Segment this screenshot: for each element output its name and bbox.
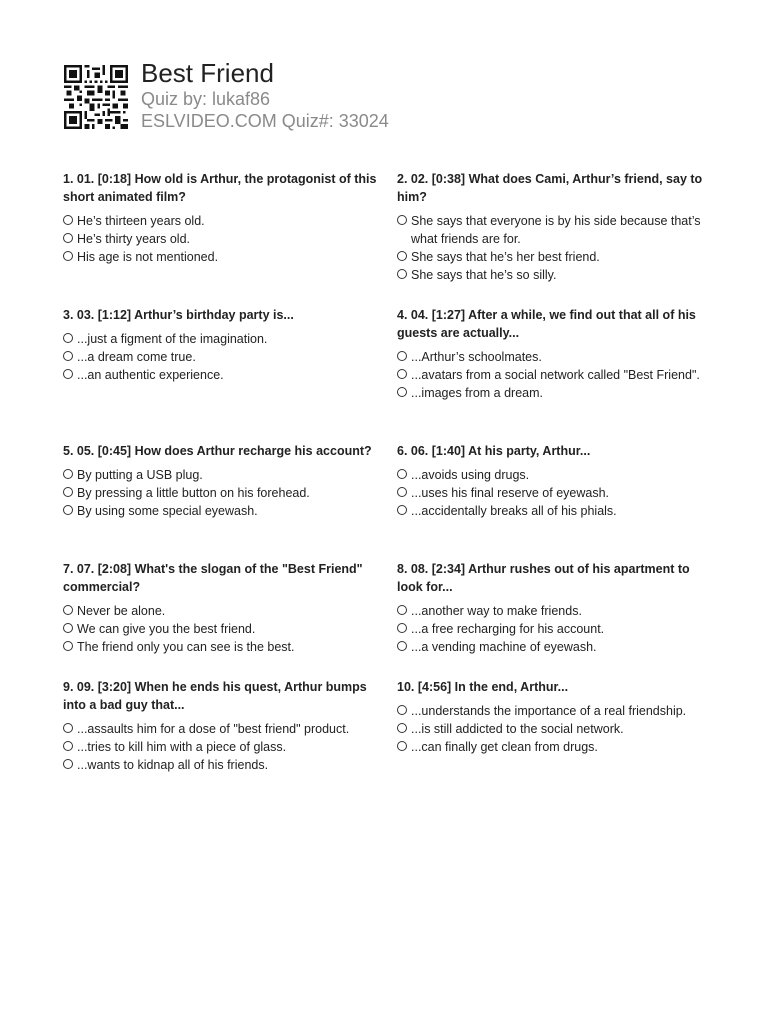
radio-circle-icon[interactable] [397,469,407,479]
radio-circle-icon[interactable] [397,705,407,715]
question-5 [63,442,381,560]
radio-circle-icon[interactable] [397,641,407,651]
radio-circle-icon[interactable] [397,369,407,379]
answer-label: She says that everyone is by his side because that’s what friends are for. [411,214,701,246]
quiz-header [64,58,704,138]
answer-option[interactable] [63,330,381,348]
answer-label: He’s thirteen years old. [77,214,205,228]
question-text: 1. 01. [0:18] How old is Arthur, the protagonist of this short animated film? [63,172,377,204]
answer-option[interactable] [397,638,715,656]
answer-option[interactable] [397,212,715,248]
answer-option[interactable] [63,738,381,756]
answer-label: ...avatars from a social network called "Best Friend". [411,368,700,382]
radio-circle-icon[interactable] [397,215,407,225]
radio-circle-icon[interactable] [63,605,73,615]
answer-option[interactable] [397,738,715,756]
answer-option[interactable] [63,348,381,366]
quiz-author: Quiz by: lukaf86 [141,89,271,109]
answer-label: ...a vending machine of eyewash. [411,640,597,654]
radio-circle-icon[interactable] [63,351,73,361]
radio-circle-icon[interactable] [63,623,73,633]
question-text: 7. 07. [2:08] What's the slogan of the "Best Friend" commercial? [63,562,363,594]
answer-label: ...understands the importance of a real friendship. [411,704,687,718]
answer-option[interactable] [63,466,381,484]
question-text: 10. [4:56] In the end, Arthur... [397,680,569,694]
radio-circle-icon[interactable] [63,215,73,225]
radio-circle-icon[interactable] [63,369,73,379]
quiz-number: ESLVIDEO.COM Quiz#: 33024 [141,111,389,131]
answer-label: ...an authentic experience. [77,368,224,382]
radio-circle-icon[interactable] [397,505,407,515]
answer-option[interactable] [397,466,715,484]
question-7 [63,560,381,678]
answer-option[interactable] [397,484,715,502]
radio-circle-icon[interactable] [397,605,407,615]
answer-label: Never be alone. [77,604,166,618]
radio-circle-icon[interactable] [63,505,73,515]
answer-option[interactable] [63,620,381,638]
answer-label: ...can finally get clean from drugs. [411,740,598,754]
radio-circle-icon[interactable] [397,269,407,279]
answer-option[interactable] [63,638,381,656]
question-text: 6. 06. [1:40] At his party, Arthur... [397,444,591,458]
answer-option[interactable] [63,248,381,266]
answer-option[interactable] [397,366,715,384]
answer-label: ...wants to kidnap all of his friends. [77,758,269,772]
question-10 [397,678,715,808]
radio-circle-icon[interactable] [63,487,73,497]
answer-option[interactable] [397,720,715,738]
answer-label: ...is still addicted to the social network. [411,722,624,736]
questions-grid [63,170,708,808]
answer-label: She says that he’s so silly. [411,268,557,282]
answer-option[interactable] [63,720,381,738]
question-text: 3. 03. [1:12] Arthur’s birthday party is... [63,308,294,322]
radio-circle-icon[interactable] [397,251,407,261]
qr-code-icon [64,65,128,129]
radio-circle-icon[interactable] [397,387,407,397]
radio-circle-icon[interactable] [63,333,73,343]
answer-label: ...a free recharging for his account. [411,622,605,636]
answer-label: ...uses his final reserve of eyewash. [411,486,610,500]
answer-label: ...assaults him for a dose of "best friend" product. [77,722,350,736]
answer-label: She says that he’s her best friend. [411,250,600,264]
answer-label: ...accidentally breaks all of his phials. [411,504,617,518]
radio-circle-icon[interactable] [397,741,407,751]
answer-option[interactable] [63,212,381,230]
question-8 [397,560,715,678]
answer-option[interactable] [397,248,715,266]
answer-label: He’s thirty years old. [77,232,191,246]
radio-circle-icon[interactable] [63,641,73,651]
answer-label: ...another way to make friends. [411,604,582,618]
question-2 [397,170,715,306]
answer-label: The friend only you can see is the best. [77,640,295,654]
answer-option[interactable] [63,756,381,774]
answer-label: ...avoids using drugs. [411,468,530,482]
question-9 [63,678,381,808]
question-text: 8. 08. [2:34] Arthur rushes out of his apartment to look for... [397,562,690,594]
answer-option[interactable] [397,502,715,520]
question-text: 2. 02. [0:38] What does Cami, Arthur’s friend, say to him? [397,172,703,204]
radio-circle-icon[interactable] [63,233,73,243]
answer-label: We can give you the best friend. [77,622,256,636]
answer-option[interactable] [397,266,715,284]
question-text: 4. 04. [1:27] After a while, we find out that all of his guests are actually... [397,308,696,340]
question-3 [63,306,381,442]
answer-label: ...tries to kill him with a piece of glass. [77,740,287,754]
answer-label: By putting a USB plug. [77,468,203,482]
answer-option[interactable] [397,384,715,402]
answer-option[interactable] [63,602,381,620]
answer-label: ...just a figment of the imagination. [77,332,268,346]
radio-circle-icon[interactable] [397,623,407,633]
answer-option[interactable] [63,502,381,520]
question-6 [397,442,715,560]
title-block [141,58,389,132]
answer-label: ...a dream come true. [77,350,196,364]
radio-circle-icon[interactable] [63,251,73,261]
answer-option[interactable] [397,702,715,720]
answer-option[interactable] [63,366,381,384]
answer-label: ...images from a dream. [411,386,543,400]
answer-option[interactable] [397,348,715,366]
radio-circle-icon[interactable] [63,759,73,769]
question-text: 9. 09. [3:20] When he ends his quest, Arthur bumps into a bad guy that... [63,680,367,712]
radio-circle-icon[interactable] [397,351,407,361]
question-4 [397,306,715,442]
question-text: 5. 05. [0:45] How does Arthur recharge his account? [63,444,372,458]
answer-label: By pressing a little button on his forehead. [77,486,310,500]
answer-label: By using some special eyewash. [77,504,258,518]
radio-circle-icon[interactable] [397,723,407,733]
answer-option[interactable] [397,602,715,620]
radio-circle-icon[interactable] [397,487,407,497]
answer-option[interactable] [63,484,381,502]
answer-option[interactable] [63,230,381,248]
radio-circle-icon[interactable] [63,469,73,479]
answer-option[interactable] [397,620,715,638]
radio-circle-icon[interactable] [63,741,73,751]
quiz-title: Best Friend [141,58,274,88]
answer-label: His age is not mentioned. [77,250,219,264]
question-1 [63,170,381,306]
answer-label: ...Arthur’s schoolmates. [411,350,542,364]
radio-circle-icon[interactable] [63,723,73,733]
